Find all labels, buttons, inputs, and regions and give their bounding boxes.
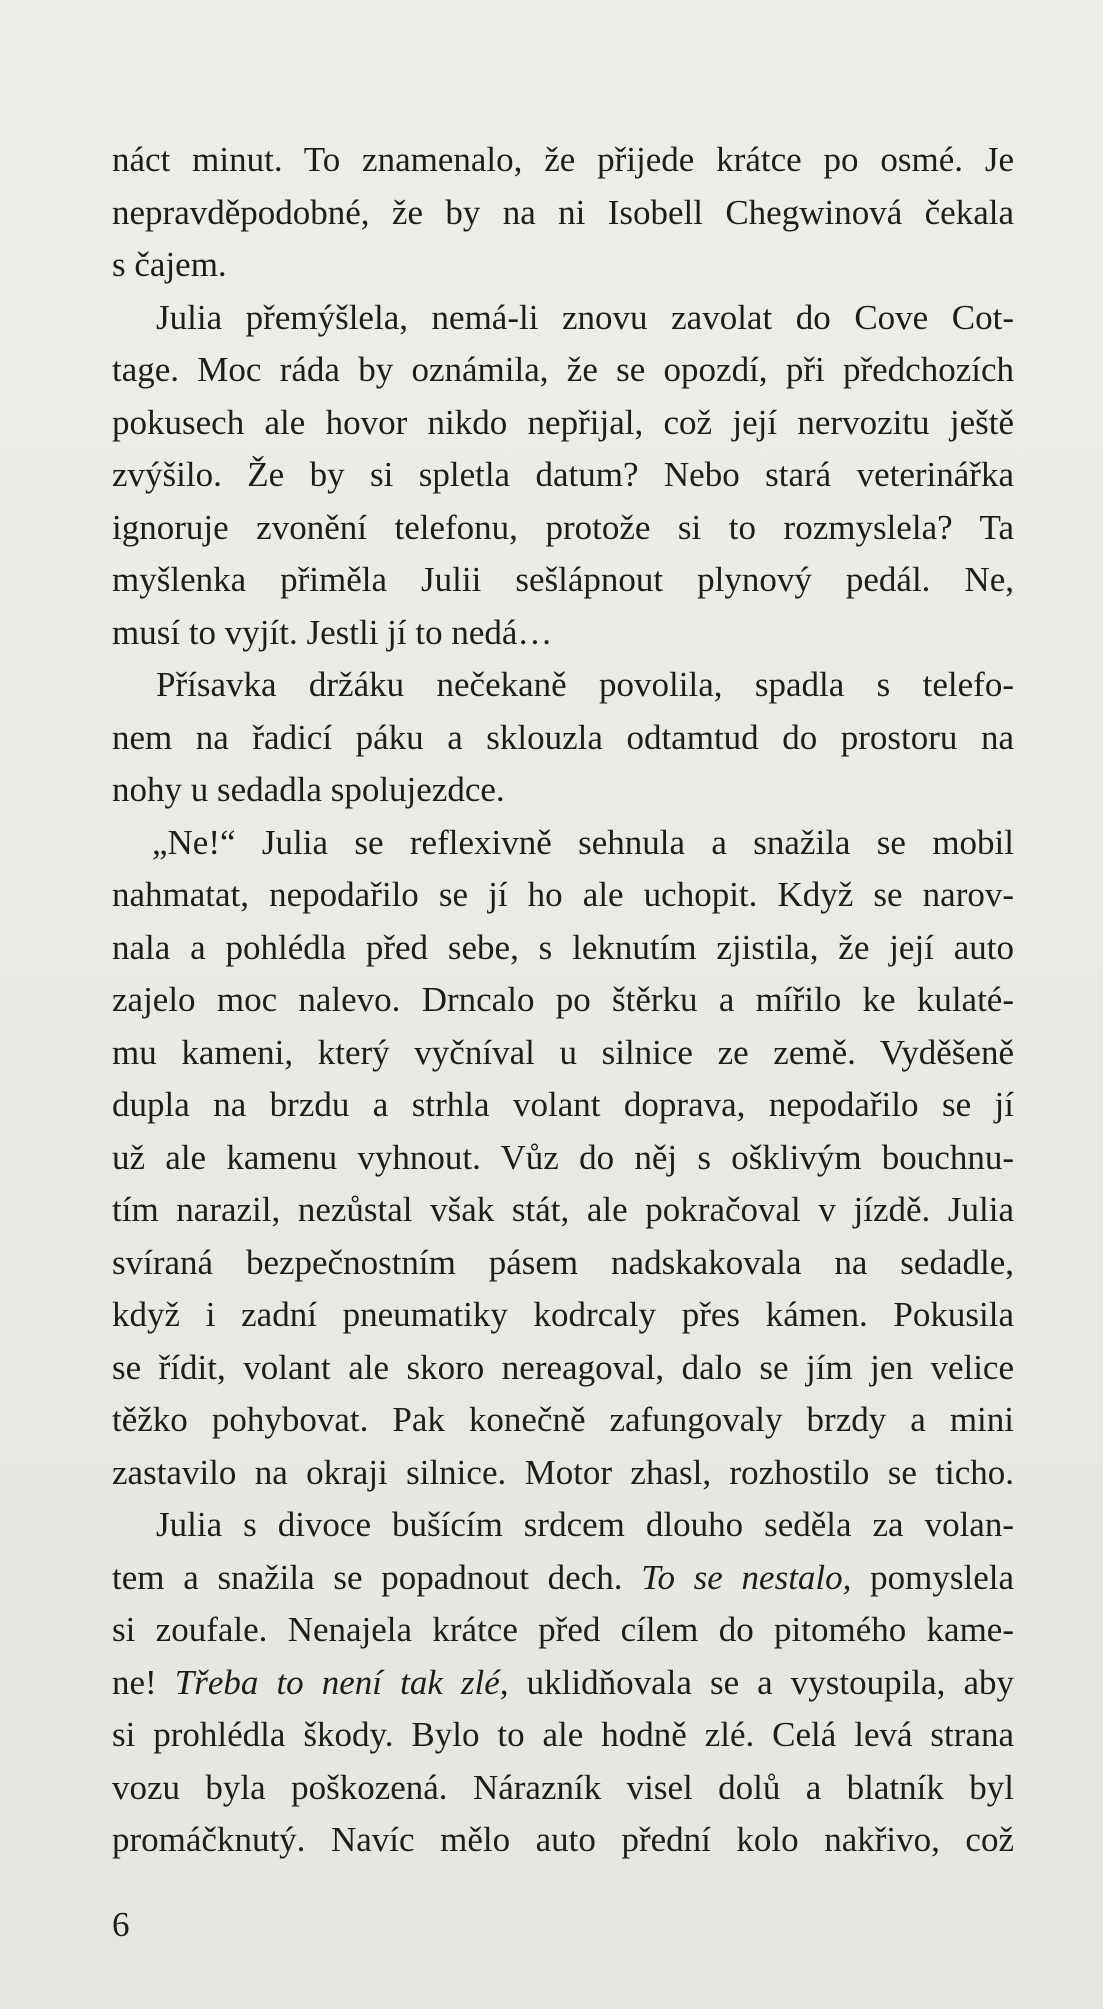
text-line: tím narazil, nezůstal však stát, ale pokračoval v jízdě. Julia [112, 1190, 1014, 1229]
text-fragment: pomyslela [851, 1557, 1014, 1597]
text-line: náct minut. To znamenalo, že přijede krátce po osmé. Je [112, 140, 1014, 179]
text-line: nepravděpodobné, že by na ni Isobell Chegwinová čekala [112, 192, 1014, 232]
text-line: když i zadní pneumatiky kodrcaly přes kámen. Pokusila [112, 1295, 1014, 1334]
text-fragment: ne! [112, 1662, 175, 1702]
text-line: mu kameni, který vyčníval u silnice ze země. Vyděšeně [112, 1032, 1014, 1072]
italic-thought: To se nestalo, [641, 1557, 852, 1597]
text-line: nala a pohlédla před sebe, s leknutím zjistila, že její auto [112, 927, 1014, 967]
text-line: nem na řadicí páku a sklouzla odtamtud do prostoru na [112, 717, 1014, 757]
body-text [112, 134, 1014, 1867]
text-fragment: tem a snažila se popadnout dech. [112, 1557, 642, 1597]
text-line: promáčknutý. Navíc mělo auto přední kolo nakřivo, což [112, 1820, 1014, 1859]
page-number: 6 [112, 1905, 130, 1944]
text-line: nahmatat, nepodařilo se jí ho ale uchopit. Když se narov- [112, 875, 1014, 914]
text-line: si zoufale. Nenajela krátce před cílem do pitomého kame- [112, 1610, 1014, 1649]
italic-thought: Třeba to není tak zlé, [174, 1662, 509, 1702]
text-line: svíraná bezpečnostním pásem nadskakovala na sedadle, [112, 1242, 1014, 1282]
paragraph-first-line: Julia přemýšlela, nemá-li znovu zavolat do Cove Cot- [156, 297, 1014, 337]
paragraph-first-line: Přísavka držáku nečekaně povolila, spadla s telefo- [156, 665, 1014, 704]
paragraph-first-line: Julia s divoce bušícím srdcem dlouho seděla za volan- [156, 1505, 1014, 1544]
text-line: nohy u sedadla spolujezdce. [112, 770, 505, 809]
text-line: s čajem. [112, 245, 227, 284]
text-line: už ale kamenu vyhnout. Vůz do něj s ošklivým bouchnu- [112, 1137, 1014, 1177]
text-line: tage. Moc ráda by oznámila, že se opozdí, při předchozích [112, 350, 1014, 389]
text-line: myšlenka přiměla Julii sešlápnout plynový pedál. Ne, [112, 560, 1014, 599]
text-fragment: uklidňovala se a vystoupila, aby [508, 1662, 1014, 1702]
text-line: si prohlédla škody. Bylo to ale hodně zlé. Celá levá strana [112, 1715, 1014, 1754]
text-line: dupla na brzdu a strhla volant doprava, nepodařilo se jí [112, 1085, 1014, 1124]
text-line [112, 1657, 1014, 1710]
text-line: zajelo moc nalevo. Drncalo po štěrku a mířilo ke kulaté- [112, 980, 1014, 1019]
text-line [112, 1552, 1014, 1605]
text-line: pokusech ale hovor nikdo nepřijal, což její nervozitu ještě [112, 402, 1014, 442]
text-line: ignoruje zvonění telefonu, protože si to rozmyslela? Ta [112, 507, 1014, 547]
text-line: zvýšilo. Že by si spletla datum? Nebo stará veterinářka [112, 455, 1014, 494]
text-line: vozu byla poškozená. Nárazník visel dolů a blatník byl [112, 1767, 1014, 1807]
text-line: zastavilo na okraji silnice. Motor zhasl, rozhostilo se ticho. [112, 1452, 1014, 1492]
paragraph-first-line: „Ne!“ Julia se reflexivně sehnula a snažila se mobil [152, 822, 1014, 862]
text-line: musí to vyjít. Jestli jí to nedá… [112, 612, 553, 652]
text-line: těžko pohybovat. Pak konečně zafungovaly brzdy a mini [112, 1400, 1014, 1439]
text-line: se řídit, volant ale skoro nereagoval, dalo se jím jen velice [112, 1347, 1014, 1387]
